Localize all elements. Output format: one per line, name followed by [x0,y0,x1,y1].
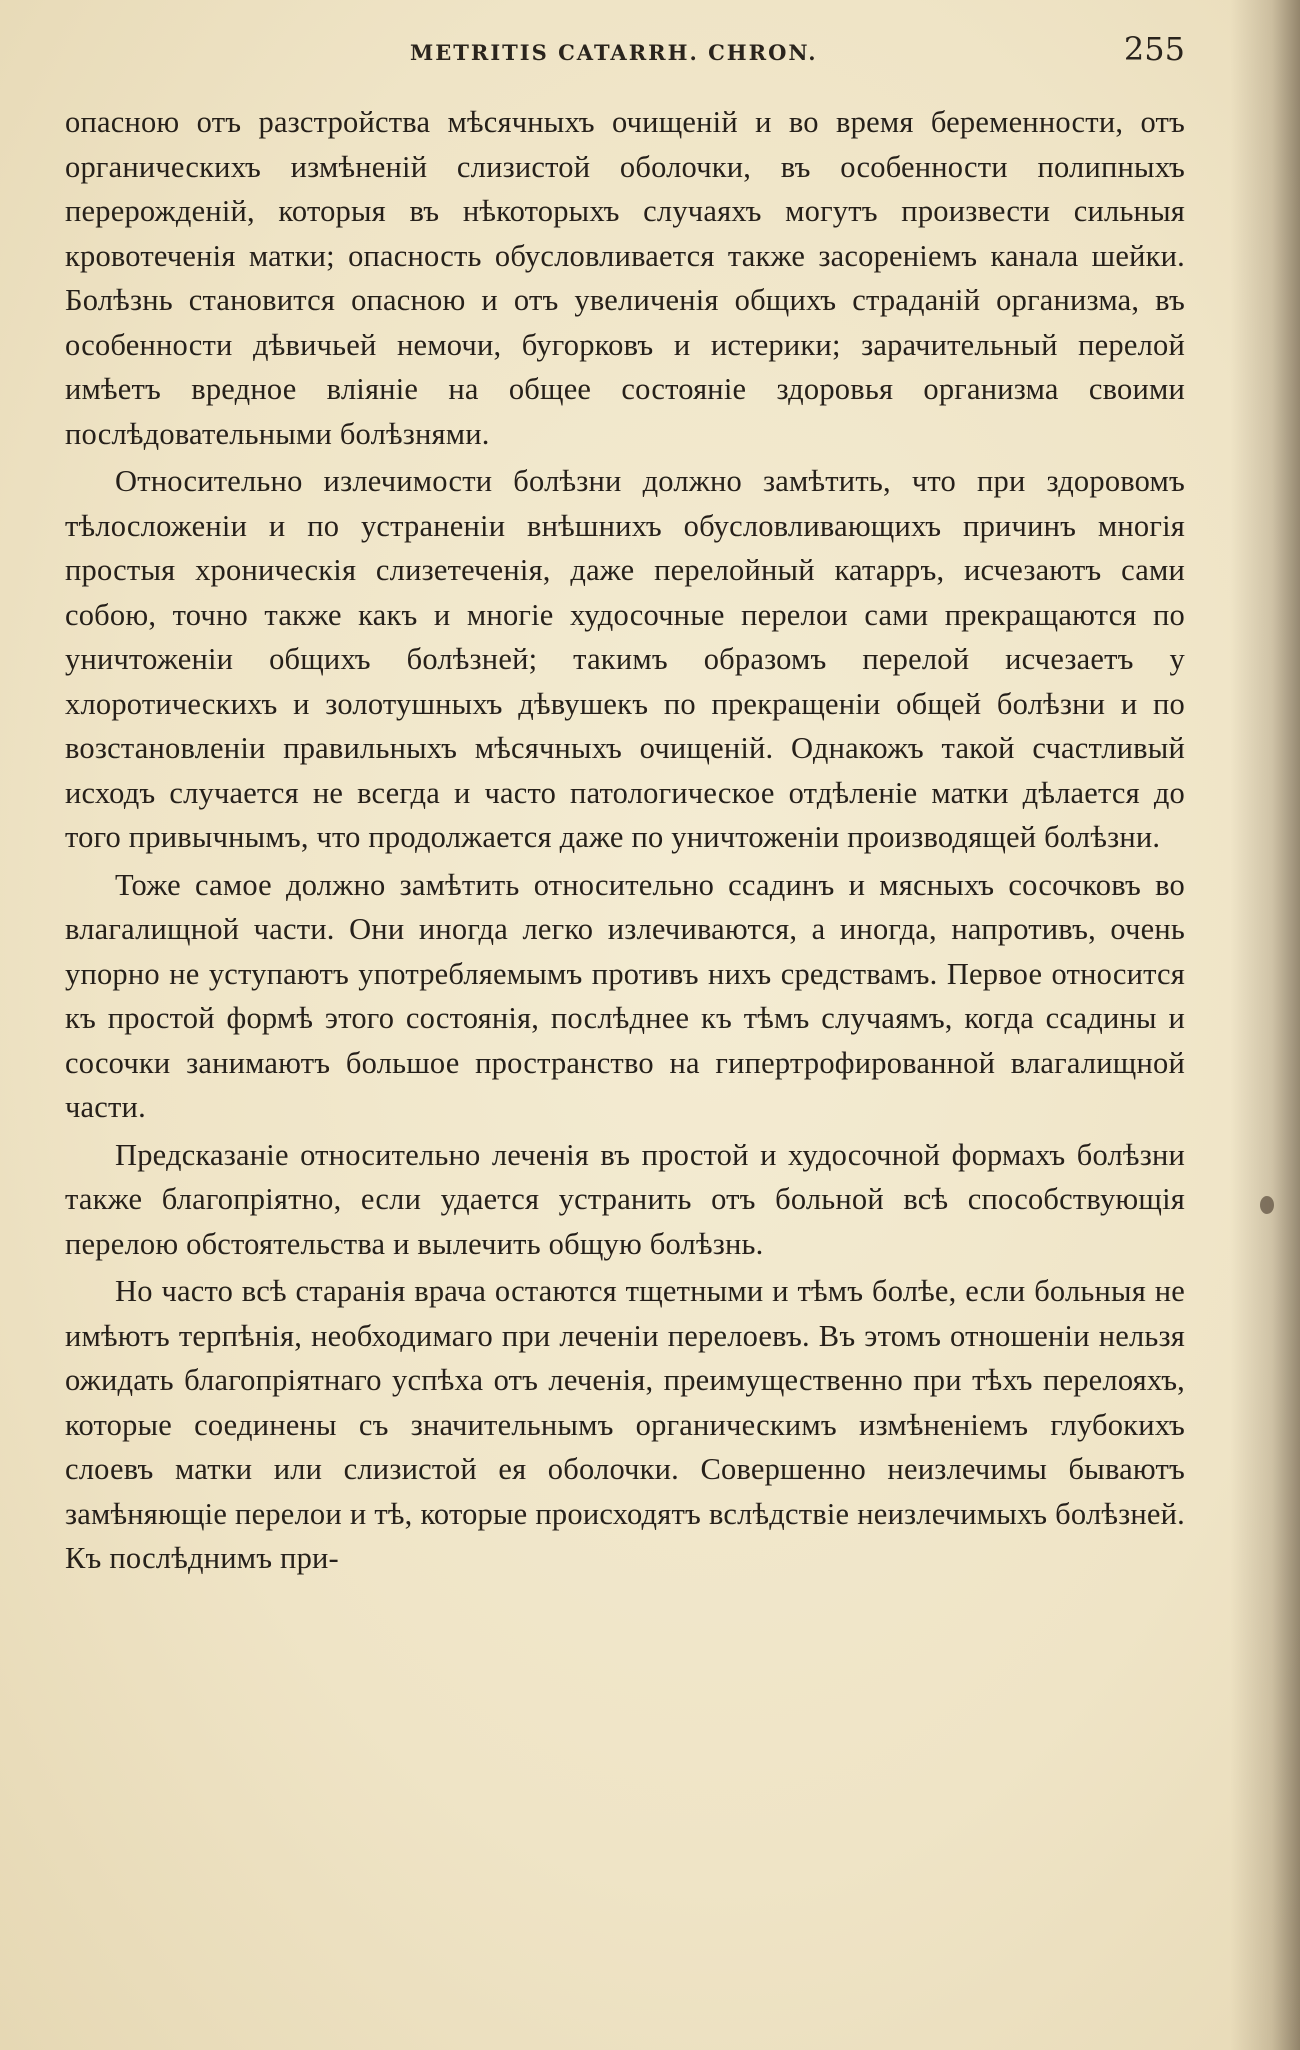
paragraph-3: Тоже самое должно замѣтить относительно ссадинъ и мясныхъ сосочковъ во влагалищной части. Они иногда легко излечиваются, а иногда, напротивъ, очень упорно не уступаютъ употребляемымъ противъ нихъ средствамъ. Первое относится къ простой формѣ этого состоянiя, послѣднее къ тѣмъ случаямъ, когда ссадины и сосочки занимаютъ большое пространство на гипертрофированной влагалищной части. [65,867,1185,1124]
paragraph-1: опасною отъ разстройства мѣсячныхъ очищенiй и во время беременности, отъ органическихъ измѣненiй слизистой оболочки, въ особенности полипныхъ перерожденiй, которыя въ нѣкоторыхъ случаяхъ могутъ произвести сильныя кровотеченiя матки; опасность обусловливается также засоренiемъ канала шейки. Болѣзнь становится опасною и отъ увеличенiя общихъ страданiй организма, въ особенности дѣвичьей немочи, бугорковъ и истерики; зарачительный перелой имѣетъ вредное влiянiе на общее состоянiе здоровья организма своими послѣдовательными болѣзнями. [65,105,1185,451]
body-text [65,100,1185,1584]
paragraph-4: Предсказанiе относительно леченiя въ простой и худосочной формахъ болѣзни также благопрiятно, если удается устранить отъ больной всѣ способствующiя перелою обстоятельства и вылечить общую болѣзнь. [65,1137,1185,1261]
page-edge-shadow [1230,0,1300,2050]
page-stain [1260,1196,1274,1214]
page-number: 255 [1123,30,1185,68]
page-header [65,30,1185,74]
running-head: METRITIS CATARRH. CHRON. [410,40,818,65]
paragraph-2: Относительно излечимости болѣзни должно замѣтить, что при здоровомъ тѣлосложенiи и по устраненiи внѣшнихъ обусловливающихъ причинъ многiя простыя хроническiя слизетеченiя, даже перелойный катарръ, исчезаютъ сами собою, точно также какъ и многiе худосочные перелои сами прекращаются по уничтоженiи общихъ болѣзней; такимъ образомъ перелой исчезаетъ у хлоротическихъ и золотушныхъ дѣвушекъ по прекращенiи общей болѣзни и по возстановленiи правильныхъ мѣсячныхъ очищенiй. Однакожъ такой счастливый исходъ случается не всегда и часто патологическое отдѣленiе матки дѣлается до того привычнымъ, что продолжается даже по уничтоженiи производящей болѣзни. [65,464,1185,854]
paragraph-5: Но часто всѣ старанiя врача остаются тщетными и тѣмъ болѣе, если больныя не имѣютъ терпѣнiя, необходимаго при леченiи перелоевъ. Въ этомъ отношенiи нельзя ожидать благопрiятнаго успѣха отъ леченiя, преимущественно при тѣхъ перелояхъ, которые соединены съ значительнымъ органическимъ измѣненiемъ глубокихъ слоевъ матки или слизистой ея оболочки. Совершенно неизлечимы бываютъ замѣняющiе перелои и тѣ, которые происходятъ вслѣдствiе неизлечимыхъ болѣзней. Къ послѣднимъ при- [65,1274,1185,1575]
